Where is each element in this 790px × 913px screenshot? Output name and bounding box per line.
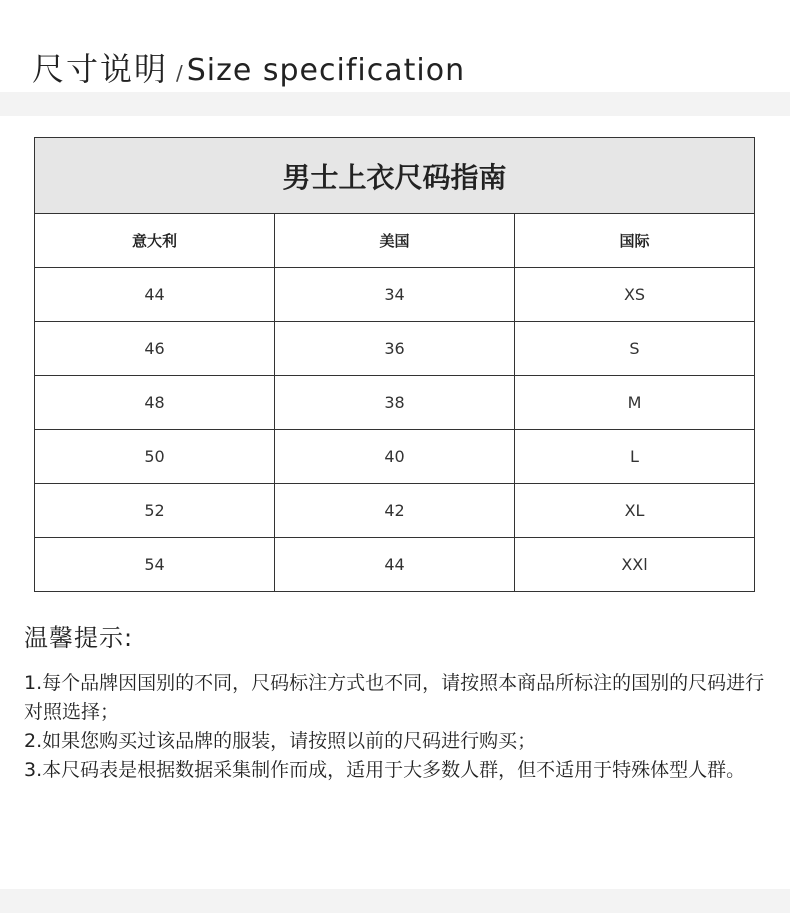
table-cell: 54	[35, 538, 275, 592]
tips-title: 温馨提示:	[24, 624, 134, 652]
header-slash: /	[176, 61, 183, 85]
header-title-en: Size specification	[186, 53, 466, 88]
tip-item-1: 1.每个品牌因国别的不同，尺码标注方式也不同，请按照本商品所标注的国别的尺码进行对照选择；	[24, 672, 765, 723]
table-cell: 40	[275, 430, 515, 484]
table-cell: 36	[275, 322, 515, 376]
table-cell: XXl	[515, 538, 755, 592]
top-divider-band	[0, 92, 790, 116]
table-cell: 50	[35, 430, 275, 484]
page-header	[32, 44, 465, 92]
header-title-cn: 尺寸说明	[32, 50, 169, 88]
table-cell: 44	[275, 538, 515, 592]
column-header-us: 美国	[275, 214, 515, 268]
column-header-international: 国际	[515, 214, 755, 268]
table-row	[35, 484, 755, 538]
table-header-row	[35, 214, 755, 268]
table-cell: 42	[275, 484, 515, 538]
table-cell: S	[515, 322, 755, 376]
table-cell: 48	[35, 376, 275, 430]
table-cell: XS	[515, 268, 755, 322]
table-row	[35, 322, 755, 376]
column-header-italy: 意大利	[35, 214, 275, 268]
table-row	[35, 268, 755, 322]
size-chart-table	[34, 137, 755, 592]
tip-item-2: 2.如果您购买过该品牌的服装，请按照以前的尺码进行购买；	[24, 730, 537, 752]
table-cell: XL	[515, 484, 755, 538]
table-cell: 38	[275, 376, 515, 430]
table-cell: 52	[35, 484, 275, 538]
bottom-divider-band	[0, 889, 790, 913]
table-cell: L	[515, 430, 755, 484]
table-cell: 34	[275, 268, 515, 322]
table-row	[35, 376, 755, 430]
table-cell: 44	[35, 268, 275, 322]
tips-section	[24, 618, 774, 785]
table-caption-row	[35, 138, 755, 214]
table-cell: M	[515, 376, 755, 430]
table-row	[35, 538, 755, 592]
table-row	[35, 430, 755, 484]
tip-item-3: 3.本尺码表是根据数据采集制作而成，适用于大多数人群，但不适用于特殊体型人群。	[24, 759, 746, 781]
table-caption: 男士上衣尺码指南	[35, 138, 755, 214]
table-cell: 46	[35, 322, 275, 376]
